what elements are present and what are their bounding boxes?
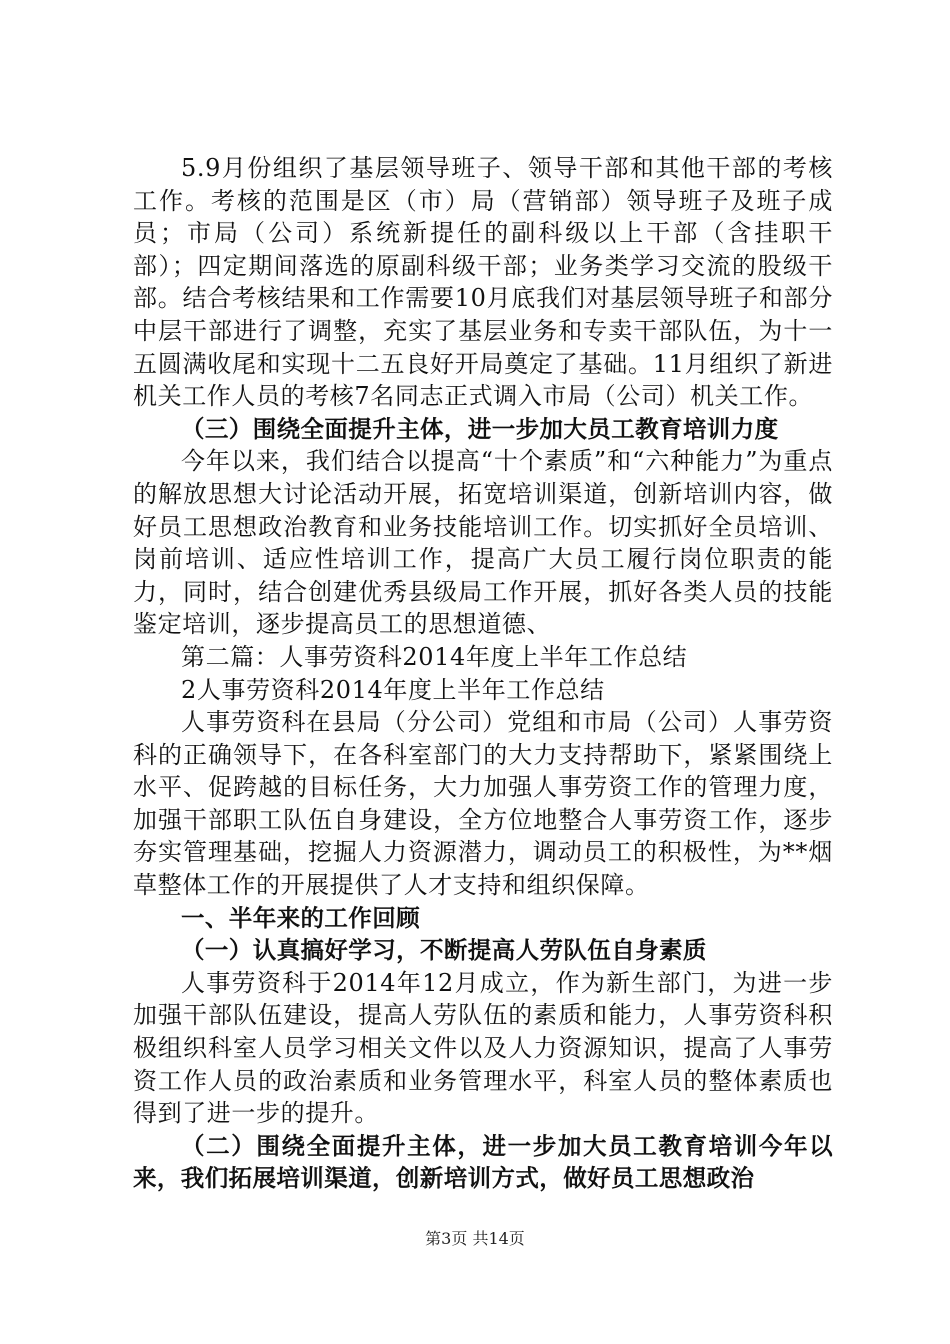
article-title-part-2: 第二篇：人事劳资科2014年度上半年工作总结 (181, 642, 688, 671)
heading-study: （一）认真搞好学习，不断提高人劳队伍自身素质 (181, 936, 707, 965)
paragraph-training: 今年以来，我们结合以提高“十个素质”和“六种能力”为重点的解放思想大讨论活动开展，拓宽培训渠道，创新培训内容，做好员工思想政治教育和业务技能培训工作。切实抓好全员培训、岗前培训、适应性培训工作，提高广大员工履行岗位职责的能力，同时，结合创建优秀县级局工作开展，抓好各类人员的技能鉴定培训，逐步提高员工的思想道德、 (133, 447, 833, 639)
paragraph-intro: 人事劳资科在县局（分公司）党组和市局（公司）人事劳资科的正确领导下，在各科室部门的大力支持帮助下，紧紧围绕上水平、促跨越的目标任务，大力加强人事劳资工作的管理力度，加强干部职工队伍自身建设，全方位地整合人事劳资工作，逐步夯实管理基础，挖掘人力资源潜力，调动员工的积极性，为**烟草整体工作的开展提供了人才支持和组织保障。 (133, 708, 833, 900)
heading-training-section-3: （三）围绕全面提升主体，进一步加大员工教育培训力度 (181, 414, 779, 443)
heading-training-section-2: （二）围绕全面提升主体，进一步加大员工教育培训今年以来，我们拓展培训渠道，创新培训方式，做好员工思想政治 (133, 1131, 833, 1193)
paragraph-assessment: 5.9月份组织了基层领导班子、领导干部和其他干部的考核工作。考核的范围是区（市）局（营销部）领导班子及班子成员；市局（公司）系统新提任的副科级以上干部（含挂职干部）；四定期间落选的原副科级干部；业务类学习交流的股级干部。结合考核结果和工作需要10月底我们对基层领导班子和部分中层干部进行了调整，充实了基层业务和专卖干部队伍，为十一五圆满收尾和实现十二五良好开局奠定了基础。11月组织了新进机关工作人员的考核7名同志正式调入市局（公司）机关工作。 (133, 154, 833, 411)
document-body (133, 152, 833, 1195)
heading-review: 一、半年来的工作回顾 (181, 903, 420, 932)
page-footer: 第3页 共14页 (425, 1229, 525, 1248)
article-subtitle: 2人事劳资科2014年度上半年工作总结 (181, 675, 605, 704)
paragraph-study: 人事劳资科于2014年12月成立，作为新生部门，为进一步加强干部队伍建设，提高人劳队伍的素质和能力，人事劳资科积极组织科室人员学习相关文件以及人力资源知识，提高了人事劳资工作人员的政治素质和业务管理水平，科室人员的整体素质也得到了进一步的提升。 (133, 968, 833, 1128)
